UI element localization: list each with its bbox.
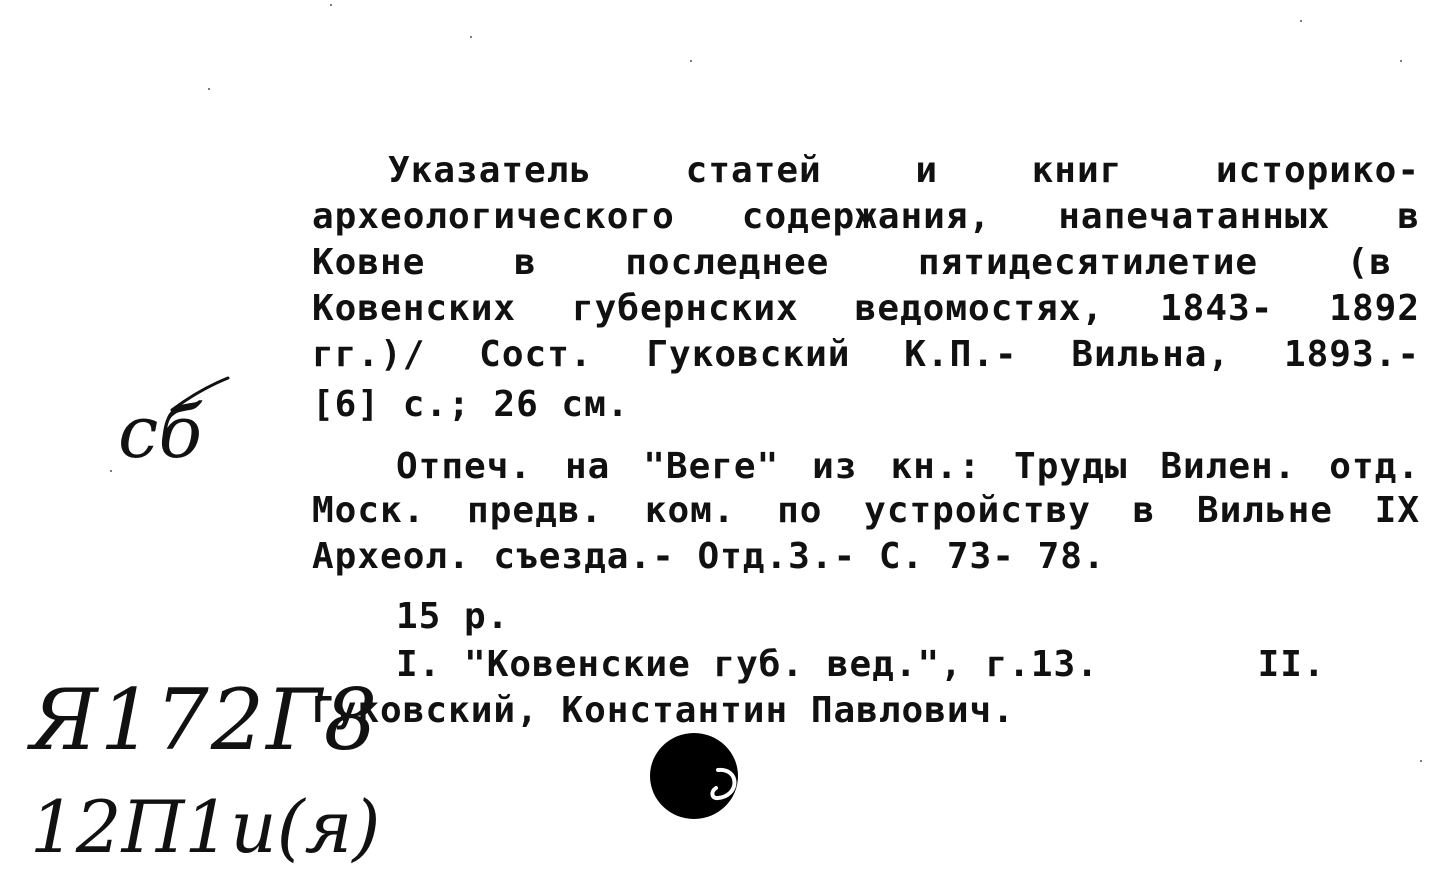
scan-speck <box>1300 20 1302 22</box>
punch-hole-icon <box>648 730 748 822</box>
tracing-line-2: Гуковский, Константин Павлович. <box>312 690 1015 731</box>
handwritten-call-number: Я172Г8 <box>30 671 380 769</box>
price-line: 15 р. <box>396 596 510 637</box>
note-line-2: Моск. предв. ком. по устройству в Вильне IX <box>312 490 1420 531</box>
pen-stroke-icon <box>168 374 232 414</box>
handwritten-location-code: 12П1и(я) <box>30 785 381 869</box>
scan-speck <box>1420 760 1422 762</box>
title-line-4: Ковенских губернских ведомостях, 1843- 1892 <box>312 288 1420 329</box>
scan-speck <box>330 4 332 6</box>
title-line-1: Указатель статей и книг историко- <box>388 150 1420 191</box>
title-line-2: археологического содержания, напечатанных в <box>312 196 1420 237</box>
note-line-1: Отпеч. на "Веге" из кн.: Труды Вилен. отд. <box>396 446 1420 487</box>
scan-speck <box>110 470 112 472</box>
scan-speck <box>470 36 472 38</box>
note-line-3: Археол. съезда.- Отд.3.- С. 73- 78. <box>312 536 1106 577</box>
handwritten-section-mark: сб <box>118 390 203 474</box>
title-line-3: Ковне в последнее пятидесятилетие (в <box>312 242 1392 283</box>
title-line-5: гг.)/ Сост. Гуковский К.П.- Вильна, 1893.- <box>312 334 1420 375</box>
tracing-line-1: I. "Ковенские губ. вед.", г.13. II. <box>396 644 1326 685</box>
scan-speck <box>1400 60 1402 62</box>
scan-speck <box>208 88 210 90</box>
collation-line: [6] с.; 26 см. <box>312 384 630 425</box>
scan-speck <box>690 60 692 62</box>
